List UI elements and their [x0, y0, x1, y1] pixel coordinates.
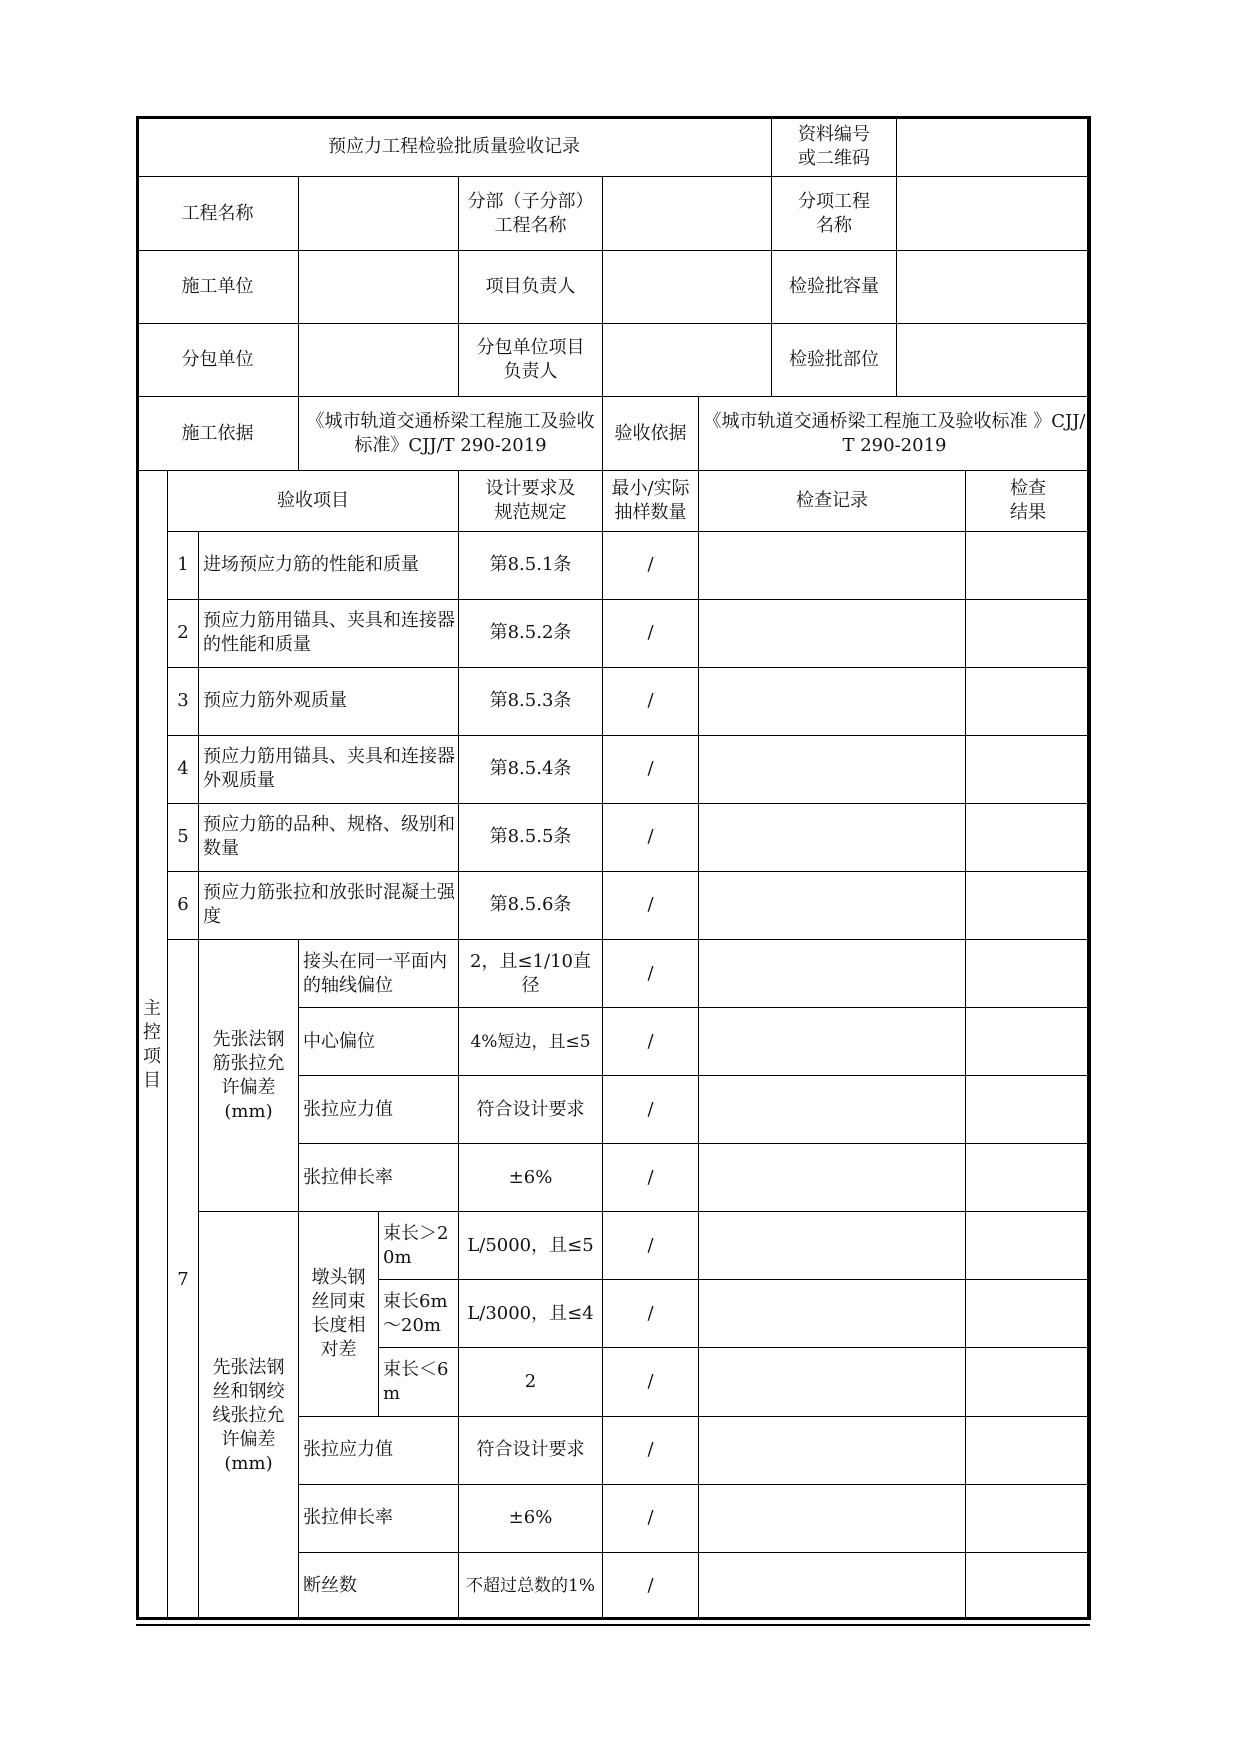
- inspection-record-table: [136, 116, 1091, 1620]
- batch-capacity-label: 检验批容量: [772, 251, 897, 324]
- row-result[interactable]: [966, 1348, 1091, 1416]
- project-name-label: 工程名称: [137, 177, 299, 251]
- batch-location-label: 检验批部位: [772, 324, 897, 397]
- subitem-label: 分项工程 名称: [772, 177, 897, 251]
- row-sample[interactable]: /: [603, 531, 699, 599]
- subitem-field[interactable]: [897, 177, 1091, 251]
- subcontractor-field[interactable]: [299, 324, 459, 397]
- sub-leader-label: 分包单位项目 负责人: [459, 324, 603, 397]
- row-sample[interactable]: /: [603, 940, 699, 1008]
- row-sample[interactable]: /: [603, 1076, 699, 1144]
- row-record[interactable]: [699, 667, 966, 735]
- col-header-design: 设计要求及 规范规定: [459, 471, 603, 531]
- row-record[interactable]: [699, 1280, 966, 1348]
- row-design: 第8.5.5条: [459, 803, 603, 871]
- subcontractor-label: 分包单位: [137, 324, 299, 397]
- row-number: 7: [168, 940, 199, 1620]
- group-a-label: 先张法钢 筋张拉允 许偏差 (mm): [199, 940, 299, 1212]
- row-result[interactable]: [966, 531, 1091, 599]
- row-number: 5: [168, 803, 199, 871]
- row-result[interactable]: [966, 1008, 1091, 1076]
- row-item: 预应力筋外观质量: [199, 667, 459, 735]
- acceptance-basis-label: 验收依据: [603, 397, 699, 471]
- row-sample[interactable]: /: [603, 803, 699, 871]
- batch-location-field[interactable]: [897, 324, 1091, 397]
- row-sample[interactable]: /: [603, 1484, 699, 1552]
- row-design: 4%短边，且≤5: [459, 1008, 603, 1076]
- row-item: 中心偏位: [299, 1008, 459, 1076]
- row-item: 预应力筋用锚具、夹具和连接器的性能和质量: [199, 599, 459, 667]
- row-item: 接头在同一平面内的轴线偏位: [299, 940, 459, 1008]
- row-sample[interactable]: /: [603, 1008, 699, 1076]
- row-number: 3: [168, 667, 199, 735]
- project-leader-field[interactable]: [603, 251, 772, 324]
- row-result[interactable]: [966, 735, 1091, 803]
- row-record[interactable]: [699, 735, 966, 803]
- row-design: L/3000，且≤4: [459, 1280, 603, 1348]
- basis-value: 《城市轨道交通桥梁工程施工及验收标准》CJJ/T 290-2019: [299, 397, 603, 471]
- row-record[interactable]: [699, 531, 966, 599]
- row-number: 2: [168, 599, 199, 667]
- row-design: 符合设计要求: [459, 1076, 603, 1144]
- form-title: 预应力工程检验批质量验收记录: [137, 117, 772, 177]
- row-item: 进场预应力筋的性能和质量: [199, 531, 459, 599]
- bottom-rule-line: [136, 1624, 1090, 1626]
- row-design: 第8.5.3条: [459, 667, 603, 735]
- row-sample[interactable]: /: [603, 1416, 699, 1484]
- row-record[interactable]: [699, 1484, 966, 1552]
- project-leader-label: 项目负责人: [459, 251, 603, 324]
- subdivision-label: 分部（子分部） 工程名称: [459, 177, 603, 251]
- inspection-record-sheet: [136, 116, 1090, 1620]
- row-item: 张拉伸长率: [299, 1484, 459, 1552]
- row-result[interactable]: [966, 1552, 1091, 1619]
- col-header-record: 检查记录: [699, 471, 966, 531]
- row-number: 1: [168, 531, 199, 599]
- row-record[interactable]: [699, 871, 966, 939]
- row-result[interactable]: [966, 1280, 1091, 1348]
- project-name-field[interactable]: [299, 177, 459, 251]
- row-design: 第8.5.1条: [459, 531, 603, 599]
- subdivision-field[interactable]: [603, 177, 772, 251]
- row-sample[interactable]: /: [603, 735, 699, 803]
- row-item: 断丝数: [299, 1552, 459, 1619]
- row-item: 预应力筋的品种、规格、级别和数量: [199, 803, 459, 871]
- row-record[interactable]: [699, 1552, 966, 1619]
- row-sample[interactable]: /: [603, 1212, 699, 1280]
- row-number: 6: [168, 871, 199, 939]
- row-design: L/5000，且≤5: [459, 1212, 603, 1280]
- row-result[interactable]: [966, 599, 1091, 667]
- col-header-result: 检查 结果: [966, 471, 1091, 531]
- row-design: 第8.5.2条: [459, 599, 603, 667]
- row-result[interactable]: [966, 1144, 1091, 1212]
- batch-capacity-field[interactable]: [897, 251, 1091, 324]
- row-item: 张拉伸长率: [299, 1144, 459, 1212]
- col-header-item: 验收项目: [168, 471, 459, 531]
- col-header-sample: 最小/实际 抽样数量: [603, 471, 699, 531]
- row-design: ±6%: [459, 1484, 603, 1552]
- row-item: 预应力筋张拉和放张时混凝土强度: [199, 871, 459, 939]
- row-record[interactable]: [699, 1212, 966, 1280]
- contractor-label: 施工单位: [137, 251, 299, 324]
- row-sample[interactable]: /: [603, 1280, 699, 1348]
- row-design: 符合设计要求: [459, 1416, 603, 1484]
- row-item: 束长6m～20m: [379, 1280, 459, 1348]
- row-result[interactable]: [966, 1076, 1091, 1144]
- row-sample[interactable]: /: [603, 1348, 699, 1416]
- row-record[interactable]: [699, 1144, 966, 1212]
- basis-label: 施工依据: [137, 397, 299, 471]
- group-b-sub-label: 墩头钢 丝同束 长度相 对差: [299, 1212, 379, 1416]
- doc-no-field[interactable]: [897, 117, 1091, 177]
- row-result[interactable]: [966, 1212, 1091, 1280]
- row-record[interactable]: [699, 940, 966, 1008]
- row-number: 4: [168, 735, 199, 803]
- group-b-label: 先张法钢 丝和钢绞 线张拉允 许偏差 (mm): [199, 1212, 299, 1620]
- row-item: 预应力筋用锚具、夹具和连接器外观质量: [199, 735, 459, 803]
- row-result[interactable]: [966, 871, 1091, 939]
- row-record[interactable]: [699, 803, 966, 871]
- row-item: 张拉应力值: [299, 1416, 459, 1484]
- row-sample[interactable]: /: [603, 1552, 699, 1619]
- main-control-group-label: 主 控 项 目: [137, 471, 168, 1620]
- sub-leader-field[interactable]: [603, 324, 772, 397]
- row-result[interactable]: [966, 940, 1091, 1008]
- row-sample[interactable]: /: [603, 667, 699, 735]
- row-item: 束长＜6m: [379, 1348, 459, 1416]
- row-record[interactable]: [699, 1008, 966, 1076]
- acceptance-basis-value: 《城市轨道交通桥梁工程施工及验收标准 》CJJ/T 290-2019: [699, 397, 1091, 471]
- row-design: 第8.5.6条: [459, 871, 603, 939]
- row-result[interactable]: [966, 1484, 1091, 1552]
- row-sample[interactable]: /: [603, 599, 699, 667]
- row-result[interactable]: [966, 1416, 1091, 1484]
- row-design: ±6%: [459, 1144, 603, 1212]
- row-record[interactable]: [699, 1348, 966, 1416]
- row-design: 不超过总数的1%: [459, 1552, 603, 1619]
- row-item: 束长＞20m: [379, 1212, 459, 1280]
- row-record[interactable]: [699, 599, 966, 667]
- contractor-field[interactable]: [299, 251, 459, 324]
- row-design: 2: [459, 1348, 603, 1416]
- row-sample[interactable]: /: [603, 1144, 699, 1212]
- row-result[interactable]: [966, 667, 1091, 735]
- row-design: 第8.5.4条: [459, 735, 603, 803]
- doc-no-label: 资料编号 或二维码: [772, 117, 897, 177]
- row-design: 2，且≤1/10直径: [459, 940, 603, 1008]
- row-record[interactable]: [699, 1416, 966, 1484]
- row-record[interactable]: [699, 1076, 966, 1144]
- row-item: 张拉应力值: [299, 1076, 459, 1144]
- row-sample[interactable]: /: [603, 871, 699, 939]
- row-result[interactable]: [966, 803, 1091, 871]
